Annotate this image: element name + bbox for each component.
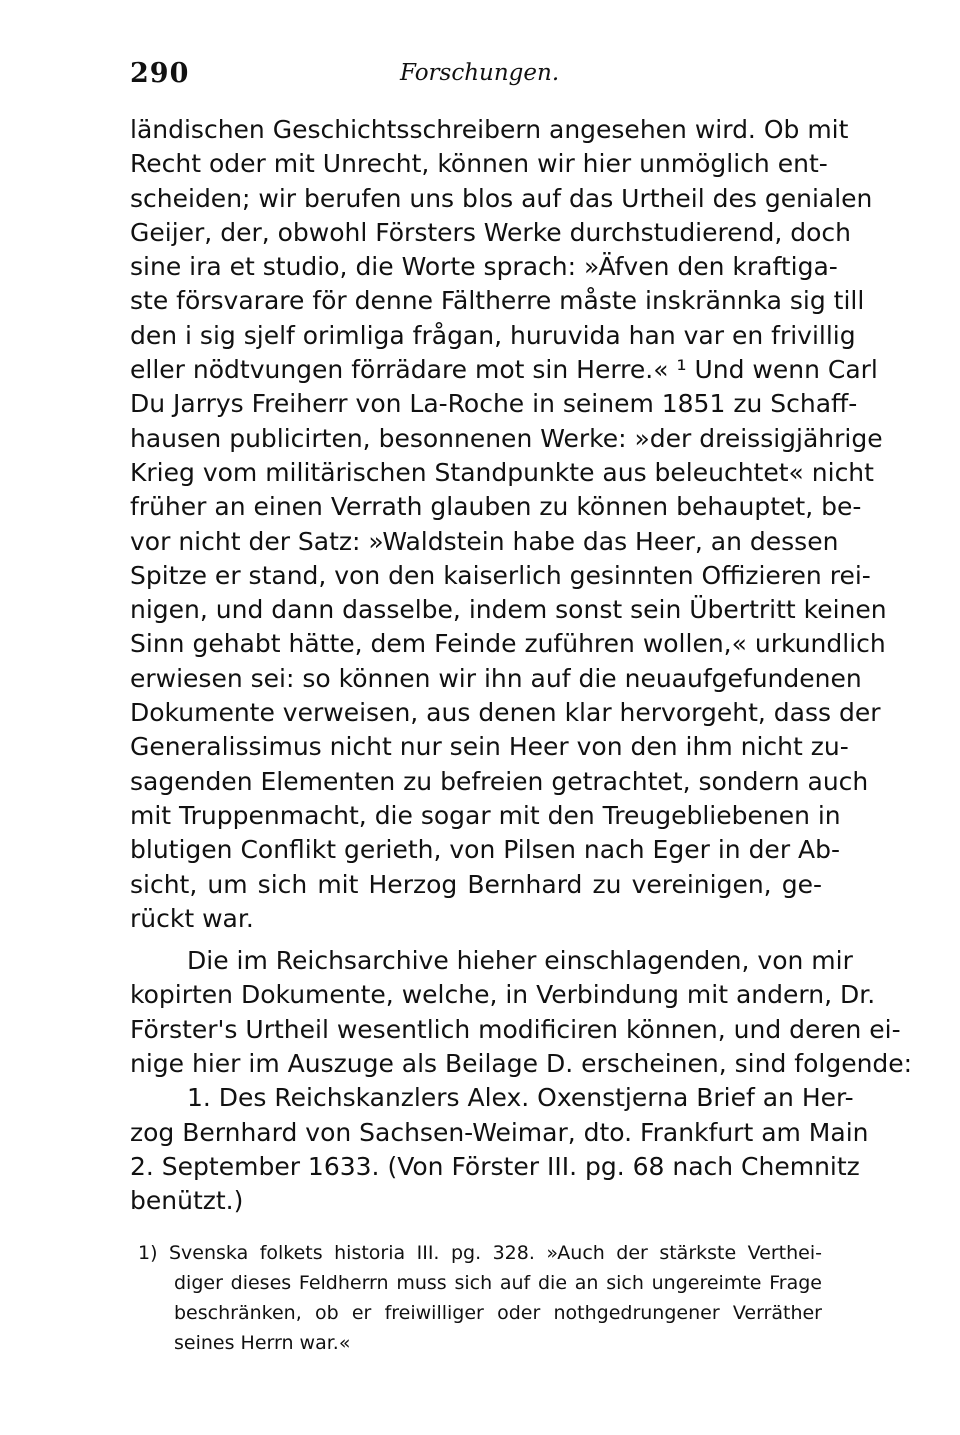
text-line: ste försvarare för denne Fältherre måste inskrännka sig till <box>130 286 865 316</box>
text-line: hausen publicirten, besonnenen Werke: »der dreissigjährige <box>130 423 883 453</box>
text-line: den i sig sjelf orimliga frågan, huruvida han var en frivillig <box>130 320 856 350</box>
text-line: benützt.) <box>130 1186 244 1216</box>
footnotes <box>130 1238 822 1358</box>
text-line: mit Truppenmacht, die sogar mit den Treugebliebenen in <box>130 800 841 830</box>
text-line: Dokumente verweisen, aus denen klar hervorgeht, dass der <box>130 698 881 728</box>
text-line: Förster's Urtheil wesentlich modificiren können, und deren ei- <box>130 1014 901 1044</box>
text-line: zog Bernhard von Sachsen-Weimar, dto. Frankfurt am Main <box>130 1117 869 1147</box>
footnote-line: seines Herrn war.« <box>174 1332 351 1354</box>
text-line: nige hier im Auszuge als Beilage D. erscheinen, sind folgende: <box>130 1049 913 1079</box>
running-head: Forschungen. <box>400 60 560 86</box>
footnote-line: beschränken, ob er freiwilliger oder nothgedrungener Verräther <box>174 1302 822 1324</box>
text-line: Du Jarrys Freiherr von La-Roche in seinem 1851 zu Schaff- <box>130 389 858 419</box>
text-line: sagenden Elementen zu befreien getrachtet, sondern auch <box>130 766 869 796</box>
text-line: ländischen Geschichtsschreibern angesehen wird. Ob mit <box>130 115 849 144</box>
text-line: Generalissimus nicht nur sein Heer von den ihm nicht zu- <box>130 732 849 762</box>
text-line: Geijer, der, obwohl Försters Werke durchstudierend, doch <box>130 217 851 247</box>
text-line: eller nödtvungen förrädare mot sin Herre.« ¹ Und wenn Carl <box>130 355 878 385</box>
text-line: sine ira et studio, die Worte sprach: »Äfven den kraftiga- <box>130 252 838 282</box>
text-line: Recht oder mit Unrecht, können wir hier unmöglich ent- <box>130 149 828 179</box>
text-line: Sinn gehabt hätte, dem Feinde zuführen wollen,« urkundlich <box>130 629 886 659</box>
text-line: früher an einen Verrath glauben zu können behauptet, be- <box>130 492 862 522</box>
text-line: blutigen Conflikt gerieth, von Pilsen nach Eger in der Ab- <box>130 835 841 865</box>
text-line: scheiden; wir berufen uns blos auf das Urtheil des genialen <box>130 183 873 213</box>
footnote-line: 1) Svenska folkets historia III. pg. 328. »Auch der stärkste Verthei- <box>138 1242 822 1264</box>
text-line: Die im Reichsarchive hieher einschlagenden, von mir <box>187 946 853 976</box>
text-line: Krieg vom militärischen Standpunkte aus beleuchtet« nicht <box>130 457 874 487</box>
text-line: 1. Des Reichskanzlers Alex. Oxenstjerna Brief an Her- <box>187 1083 854 1113</box>
text-line: erwiesen sei: so können wir ihn auf die neuaufgefundenen <box>130 663 862 693</box>
text-line: kopirten Dokumente, welche, in Verbindung mit andern, Dr. <box>130 980 876 1010</box>
footnote-line: diger dieses Feldherrn muss sich auf die an sich ungereimte Frage <box>174 1272 822 1294</box>
page-header <box>130 58 820 98</box>
text-line: rückt war. <box>130 903 254 933</box>
paragraph-gap <box>130 936 822 944</box>
text-line: sicht, um sich mit Herzog Bernhard zu vereinigen, ge- <box>130 869 822 899</box>
text-line: nigen, und dann dasselbe, indem sonst sein Übertritt keinen <box>130 595 887 625</box>
main-text <box>130 113 913 1219</box>
text-line: vor nicht der Satz: »Waldstein habe das Heer, an dessen <box>130 526 839 556</box>
text-line: 2. September 1633. (Von Förster III. pg. 68 nach Chemnitz <box>130 1151 860 1181</box>
page-number: 290 <box>130 58 190 89</box>
text-line: Spitze er stand, von den kaiserlich gesinnten Offizieren rei- <box>130 560 871 590</box>
